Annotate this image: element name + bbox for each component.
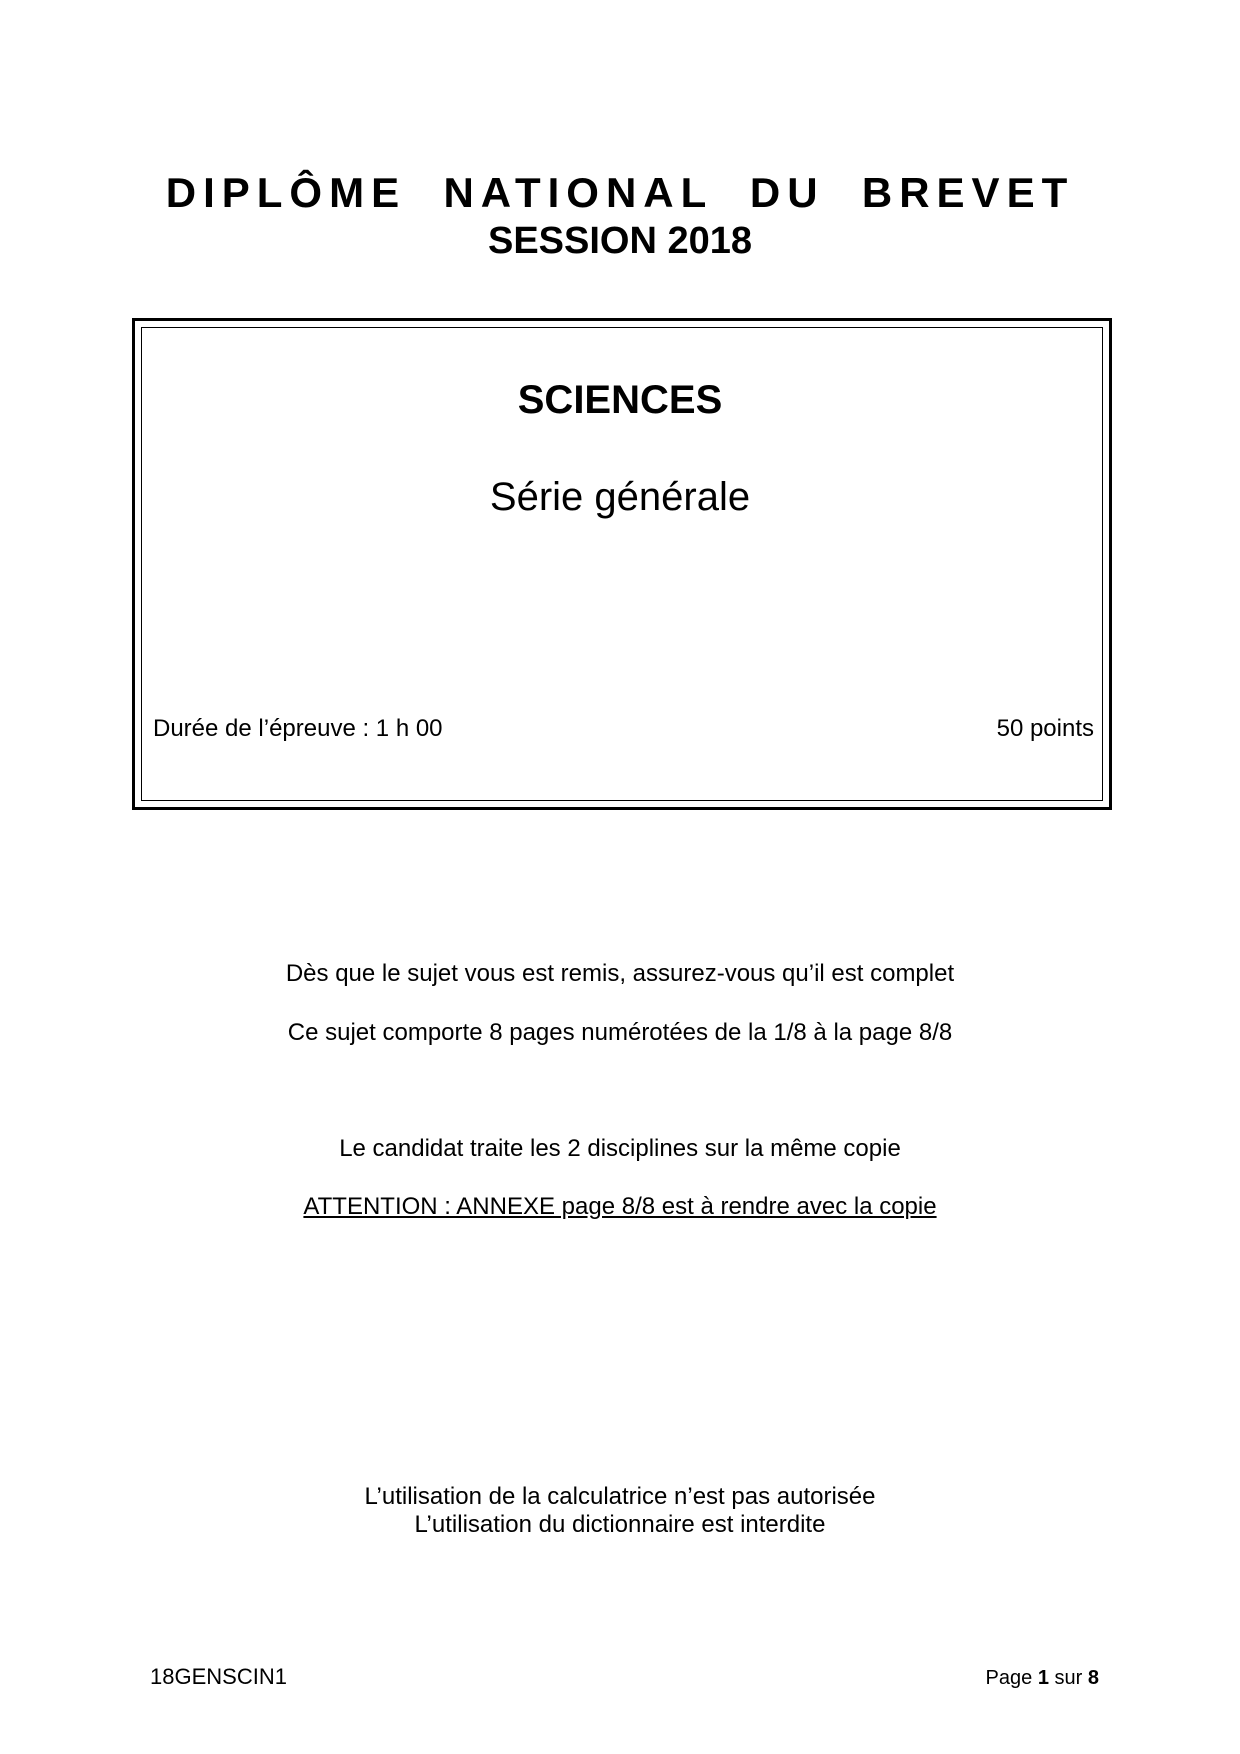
instruction-completeness: Dès que le sujet vous est remis, assurez-vous qu’il est complet bbox=[285, 960, 955, 987]
instruction-annex-warning: ATTENTION : ANNEXE page 8/8 est à rendre avec la copie bbox=[303, 1193, 937, 1220]
exam-title: DIPLÔME NATIONAL DU BREVET bbox=[165, 169, 1075, 216]
page-current: 1 bbox=[1037, 1667, 1049, 1689]
exam-code: 18GENSCIN1 bbox=[150, 1664, 287, 1689]
exam-duration: Durée de l’épreuve : 1 h 00 bbox=[153, 715, 443, 742]
instruction-disciplines: Le candidat traite les 2 disciplines sur la même copie bbox=[339, 1135, 901, 1162]
dictionary-rule: L’utilisation du dictionnaire est interdite bbox=[414, 1511, 826, 1538]
calculator-rule: L’utilisation de la calculatrice n’est pas autorisée bbox=[364, 1483, 876, 1510]
page-total: 8 bbox=[1087, 1667, 1099, 1689]
exam-points: 50 points bbox=[996, 715, 1094, 742]
page-middle: sur bbox=[1054, 1667, 1083, 1689]
subject-title: SCIENCES bbox=[517, 378, 723, 422]
page-indicator bbox=[986, 1668, 1099, 1688]
page-prefix: Page bbox=[985, 1667, 1033, 1689]
instruction-page-count: Ce sujet comporte 8 pages numérotées de la 1/8 à la page 8/8 bbox=[287, 1019, 953, 1046]
session-title: SESSION 2018 bbox=[487, 220, 753, 262]
series-label: Série générale bbox=[489, 475, 751, 519]
